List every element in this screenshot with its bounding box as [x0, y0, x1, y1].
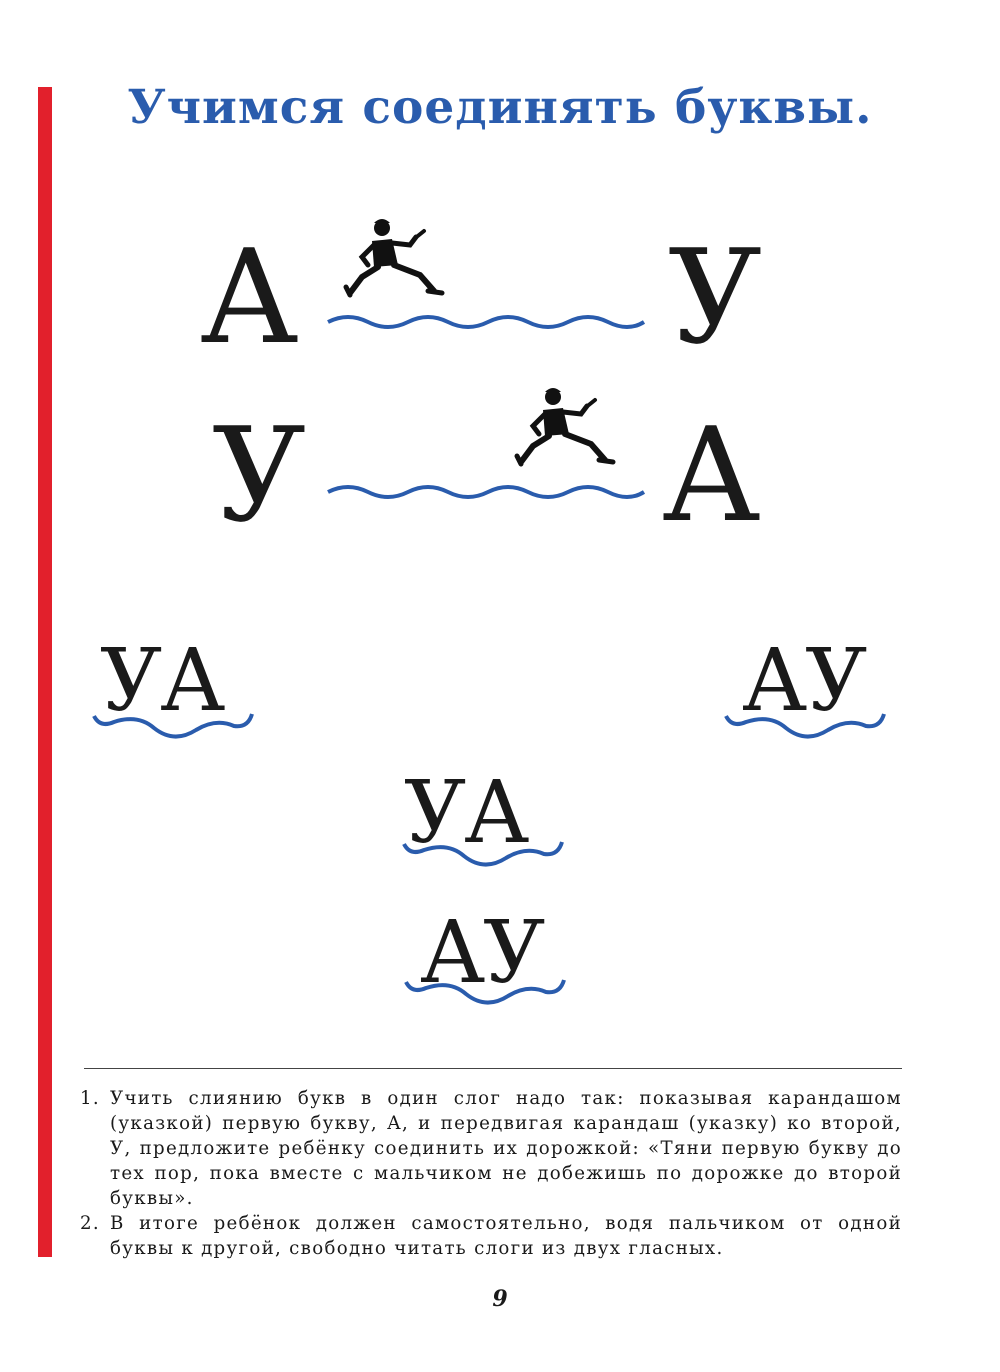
note-item	[80, 1211, 902, 1261]
path-wave	[326, 480, 646, 504]
syllable-wave	[402, 836, 564, 876]
running-boy-icon	[513, 384, 623, 469]
path-wave	[326, 310, 646, 334]
margin-bar	[38, 87, 52, 1257]
syllable-left: УА	[100, 631, 224, 731]
syllable-wave	[404, 974, 566, 1014]
page-number: 9	[492, 1286, 508, 1312]
syllable-center-bottom: АУ	[420, 903, 544, 1003]
syllable-wave	[92, 708, 254, 748]
note-item	[80, 1086, 902, 1211]
page-title: Учимся соединять буквы.	[127, 80, 873, 135]
note-text: Учить слиянию букв в один слог надо так: показывая карандашом (указкой) первую букву, А, и передвигая карандаш (указку) ко второй, У, предложите ребёнку соединить их дорожкой: «Тяни первую букву до тех пор, пока вместе с мальчиком не добежишь по дорожке до второй буквы».	[110, 1088, 902, 1209]
running-boy-icon	[342, 215, 452, 300]
syllable-center-top: УА	[404, 763, 528, 863]
footnote-divider	[84, 1068, 902, 1069]
note-number: 1.	[80, 1088, 100, 1109]
row2-end-letter: А	[662, 399, 761, 551]
syllable-wave	[724, 708, 886, 748]
note-number: 2.	[80, 1213, 100, 1234]
teacher-notes	[80, 1086, 902, 1261]
note-text: В итоге ребёнок должен самостоятельно, водя пальчиком от одной буквы к другой, свободно читать слоги из двух гласных.	[110, 1213, 902, 1259]
syllable-right: АУ	[742, 631, 866, 731]
row1-end-letter: У	[668, 221, 762, 373]
row1-start-letter: А	[200, 221, 299, 373]
row2-start-letter: У	[212, 399, 306, 551]
